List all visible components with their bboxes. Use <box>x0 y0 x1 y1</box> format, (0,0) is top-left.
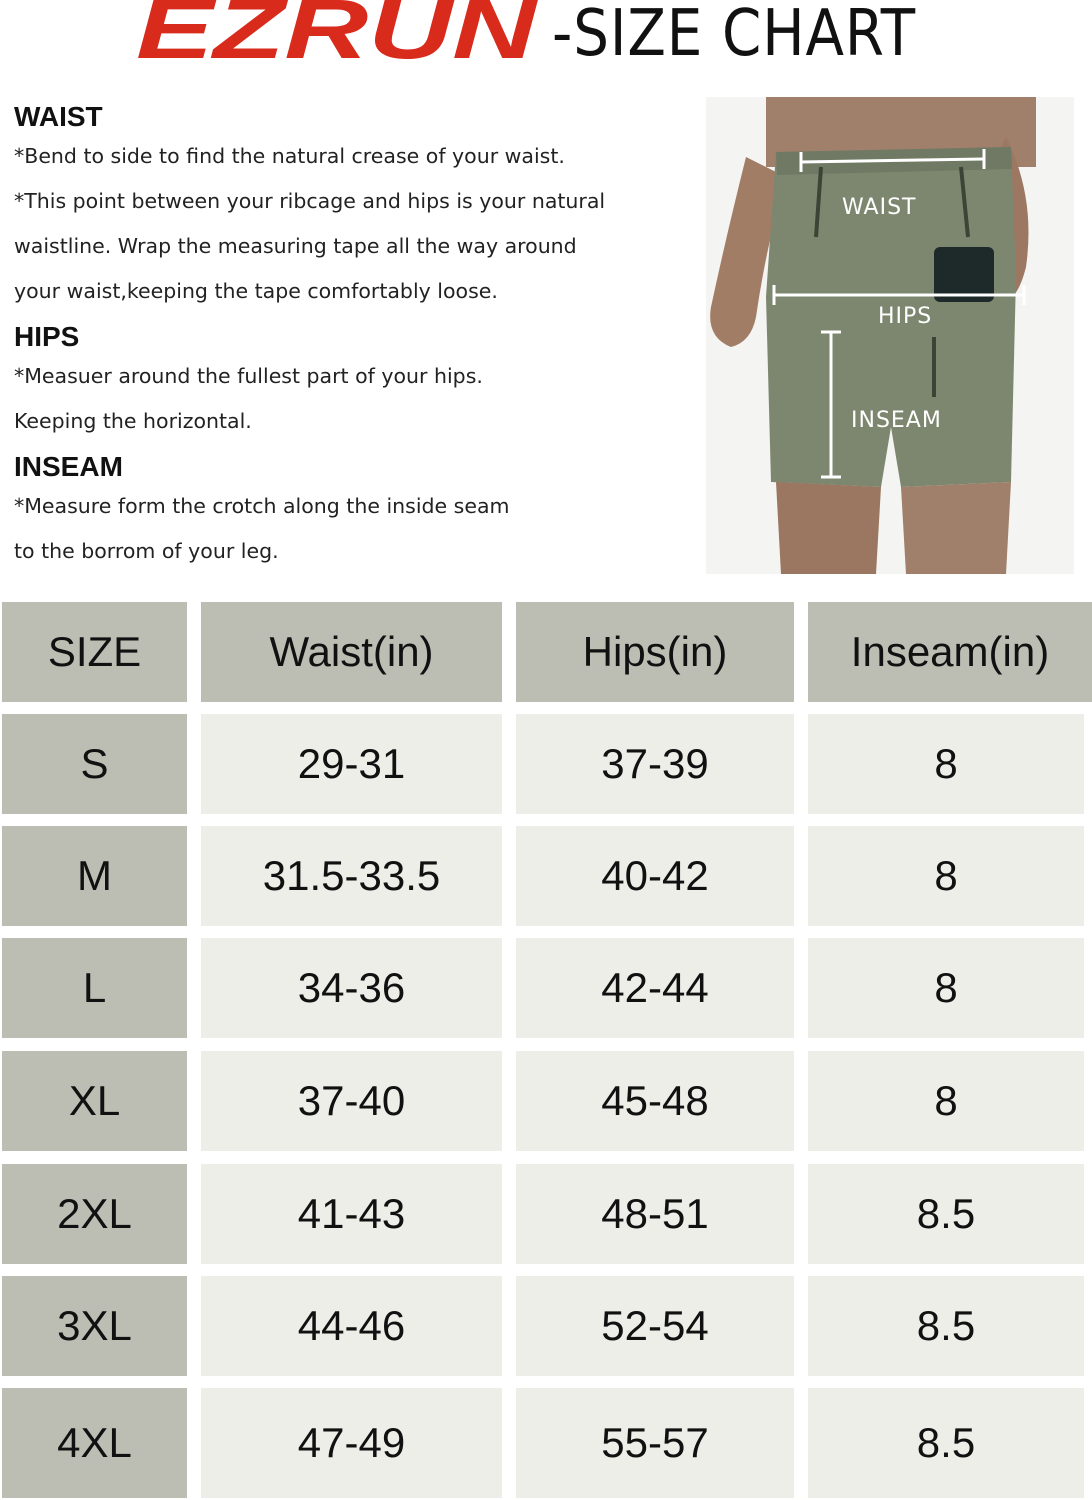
size-cell: 2XL <box>2 1164 187 1264</box>
inseam-cell: 8 <box>808 938 1084 1038</box>
size-cell: 3XL <box>2 1276 187 1376</box>
hips-cell: 40-42 <box>516 826 794 926</box>
waist-cell: 37-40 <box>201 1051 502 1151</box>
waist-photo-label: WAIST <box>842 195 917 220</box>
waist-cell: 47-49 <box>201 1388 502 1498</box>
header <box>0 0 1092 75</box>
inseam-line-1: *Measure form the crotch along the inside seam <box>14 494 510 518</box>
hips-cell: 42-44 <box>516 938 794 1038</box>
header-hips: Hips(in) <box>516 602 794 702</box>
inseam-cell: 8.5 <box>808 1388 1084 1498</box>
size-cell: 4XL <box>2 1388 187 1498</box>
model-photo <box>706 97 1074 574</box>
inseam-line-2: to the borrom of your leg. <box>14 539 279 563</box>
size-cell: L <box>2 938 187 1038</box>
waist-cell: 41-43 <box>201 1164 502 1264</box>
inseam-cell: 8 <box>808 1051 1084 1151</box>
inseam-cell: 8.5 <box>808 1276 1084 1376</box>
hips-photo-label: HIPS <box>878 304 933 329</box>
size-cell: XL <box>2 1051 187 1151</box>
size-cell: S <box>2 714 187 814</box>
hips-cell: 37-39 <box>516 714 794 814</box>
waist-heading: WAIST <box>14 101 103 132</box>
brand-logo <box>132 0 540 68</box>
size-cell: M <box>2 826 187 926</box>
waist-line-2: *This point between your ribcage and hips is your natural <box>14 189 606 213</box>
inseam-cell: 8.5 <box>808 1164 1084 1264</box>
inseam-photo-label: INSEAM <box>851 408 942 433</box>
waist-cell: 44-46 <box>201 1276 502 1376</box>
inseam-cell: 8 <box>808 714 1084 814</box>
hips-cell: 52-54 <box>516 1276 794 1376</box>
waist-line-4: your waist,keeping the tape comfortably loose. <box>14 279 498 303</box>
page-title: -SIZE CHART <box>552 0 917 71</box>
hips-cell: 45-48 <box>516 1051 794 1151</box>
header-inseam: Inseam(in) <box>808 602 1092 702</box>
waist-cell: 34-36 <box>201 938 502 1038</box>
header-waist: Waist(in) <box>201 602 502 702</box>
waist-line-1: *Bend to side to find the natural crease of your waist. <box>14 144 565 168</box>
hips-line-1: *Measuer around the fullest part of your hips. <box>14 364 483 388</box>
measurement-instructions <box>14 100 654 574</box>
inseam-cell: 8 <box>808 826 1084 926</box>
header-size: SIZE <box>2 602 187 702</box>
hips-line-2: Keeping the horizontal. <box>14 409 252 433</box>
brand-logo-text: EZRUN <box>136 0 540 68</box>
inseam-heading: INSEAM <box>14 451 123 482</box>
hips-cell: 48-51 <box>516 1164 794 1264</box>
waist-cell: 31.5-33.5 <box>201 826 502 926</box>
hips-cell: 55-57 <box>516 1388 794 1498</box>
waist-cell: 29-31 <box>201 714 502 814</box>
waist-line-3: waistline. Wrap the measuring tape all the way around <box>14 234 577 258</box>
hips-heading: HIPS <box>14 321 80 352</box>
size-chart-table <box>0 600 1092 1500</box>
